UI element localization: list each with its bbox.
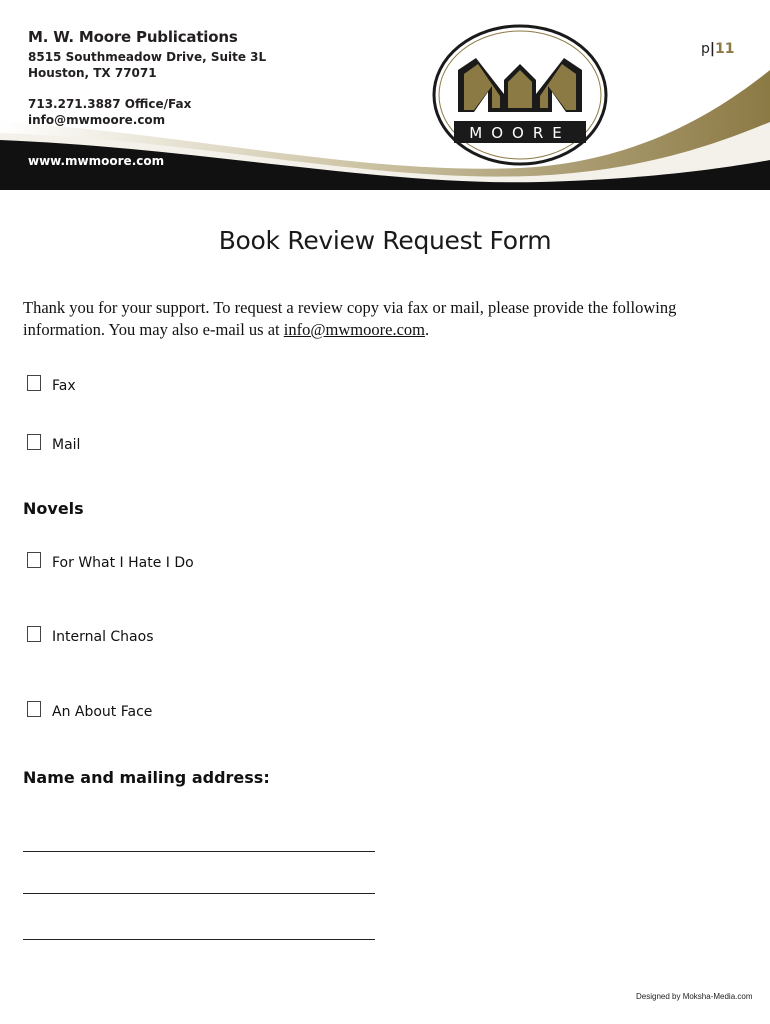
novels-heading: Novels <box>23 499 84 518</box>
intro-text: Thank you for your support. To request a review copy via fax or mail, please provide the following information. You may also e-mail us at <box>23 298 677 339</box>
address-line-1: 8515 Southmeadow Drive, Suite 3L <box>28 50 267 64</box>
logo-text: MOORE <box>469 124 571 142</box>
novel-checkbox-1[interactable] <box>27 552 41 568</box>
intro-paragraph <box>23 297 743 341</box>
moore-logo <box>430 22 610 168</box>
designer-credit: Designed by Moksha-Media.com <box>636 992 753 1001</box>
novel-label-2: Internal Chaos <box>52 629 154 645</box>
novel-label-3: An About Face <box>52 704 153 720</box>
novel-checkbox-3[interactable] <box>27 701 41 717</box>
company-website: www.mwmoore.com <box>28 154 165 168</box>
page-prefix: p <box>701 41 710 57</box>
letterhead-header <box>0 0 770 190</box>
email-link[interactable]: info@mwmoore.com <box>283 320 425 339</box>
address-heading: Name and mailing address: <box>23 768 270 787</box>
fax-checkbox[interactable] <box>27 375 41 391</box>
company-info <box>28 28 266 128</box>
company-email: info@mwmoore.com <box>28 113 166 127</box>
novel-checkbox-2[interactable] <box>27 626 41 642</box>
address-line-field-1[interactable] <box>23 851 375 852</box>
phone-fax: 713.271.3887 Office/Fax <box>28 97 192 111</box>
address-line-field-2[interactable] <box>23 893 375 894</box>
form-title: Book Review Request Form <box>218 226 552 255</box>
page-number-value: 11 <box>715 41 735 57</box>
mail-label: Mail <box>52 437 81 453</box>
address-line-field-3[interactable] <box>23 939 375 940</box>
fax-label: Fax <box>52 378 76 394</box>
intro-end: . <box>424 320 430 339</box>
page-number: p|11 <box>701 41 735 57</box>
mail-checkbox[interactable] <box>27 434 41 450</box>
company-name: M. W. Moore Publications <box>28 28 238 46</box>
novel-label-1: For What I Hate I Do <box>52 555 194 571</box>
address-line-2: Houston, TX 77071 <box>28 66 157 80</box>
